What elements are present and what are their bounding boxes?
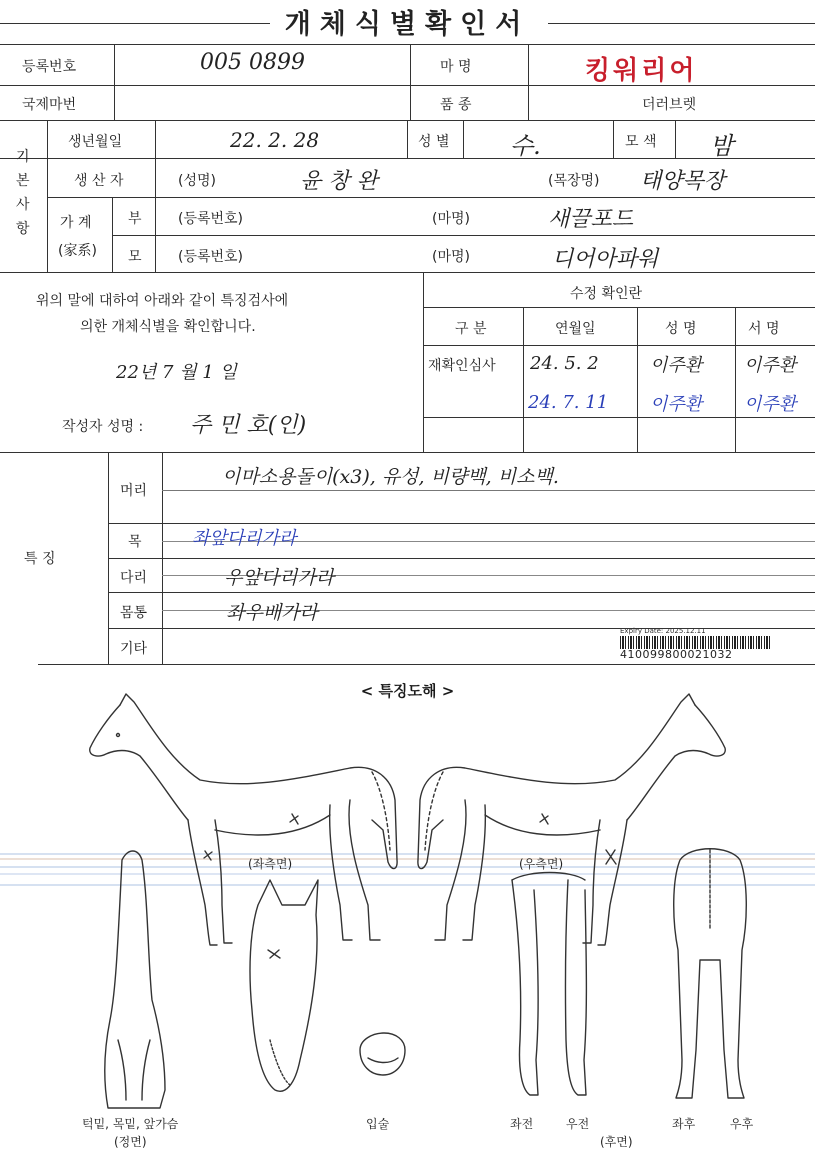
revision-header-date: 연월일 <box>555 321 596 337</box>
neck-label: 목 <box>128 534 142 550</box>
lips-caption: 입술 <box>366 1117 390 1131</box>
revision-row-sign: 이주환 <box>744 394 797 415</box>
reg-no-value: 005 0899 <box>200 50 305 75</box>
horse-rear-view <box>674 849 747 1098</box>
revision-row-type: 재확인심사 <box>428 358 496 374</box>
right-hind-caption: 우후 <box>730 1117 754 1131</box>
revision-header-sign: 서 명 <box>748 321 780 337</box>
document-title: 개체식별확인서 <box>284 9 531 40</box>
breeder-name-label: (성명) <box>178 173 216 189</box>
confirm-statement-1: 위의 말에 대하여 아래와 같이 특징검사에 <box>36 293 289 309</box>
horse-left-side <box>90 694 397 945</box>
sire-name-label: (마명) <box>432 211 470 227</box>
intl-no-label: 국제마번 <box>22 97 77 113</box>
sex-value: 수. <box>510 132 541 160</box>
dam-regno-label: (등록번호) <box>178 249 244 265</box>
barcode-expiry: Expiry Date: 2025.12.11 <box>620 627 706 635</box>
revision-row-name: 이주환 <box>650 394 703 415</box>
diagram-title: < 특징도해 > <box>360 682 455 700</box>
revision-row-date: 24. 5. 2 <box>530 353 599 374</box>
left-hind-caption: 좌후 <box>672 1117 696 1131</box>
farm-label: (목장명) <box>548 173 600 189</box>
front-caption-sub: (정면) <box>114 1135 147 1149</box>
breeder-label: 생 산 자 <box>74 173 124 189</box>
revision-row-sign: 이주환 <box>744 355 797 376</box>
barcode-number: 410099800021032 <box>620 648 733 661</box>
left-side-caption: (좌측면) <box>248 857 293 871</box>
sire-label: 부 <box>128 211 142 227</box>
pedigree-label-hanja: (家系) <box>58 243 97 259</box>
dam-label: 모 <box>128 249 142 265</box>
sex-label: 성 별 <box>418 134 450 150</box>
dam-name-label: (마명) <box>432 249 470 265</box>
horse-name-value: 킹워리어 <box>585 56 698 86</box>
farm-value: 태양목장 <box>640 169 726 194</box>
basic-section-label: 기 본 사 항 <box>16 149 30 237</box>
birth-value: 22. 2. 28 <box>230 128 320 152</box>
breeder-name-value: 윤 창 완 <box>300 169 378 194</box>
writer-value: 주 민 호(인) <box>190 413 307 438</box>
revision-row-date: 24. 7. 11 <box>528 392 609 413</box>
horse-name-label: 마 명 <box>440 59 472 75</box>
sire-name-value: 새끌포드 <box>548 207 634 232</box>
horse-front-view <box>105 851 165 1108</box>
horse-right-side <box>418 694 725 945</box>
horse-front-legs <box>512 873 586 1096</box>
head-value: 이마소용돌이(x3), 유성, 비량백, 비소백. <box>222 466 559 488</box>
coat-label: 모 색 <box>625 134 657 150</box>
birth-label: 생년월일 <box>68 134 123 150</box>
features-section-label: 특 징 <box>24 551 56 567</box>
reg-no-label: 등록번호 <box>22 59 77 75</box>
left-fore-caption: 좌전 <box>510 1117 534 1131</box>
dam-name-value: 디어아파워 <box>552 247 659 272</box>
horse-head-front <box>250 880 318 1091</box>
front-caption: 턱밑, 목밑, 앞가슴 <box>82 1117 179 1131</box>
leg-value: 우앞다리가라 <box>224 567 335 589</box>
head-label: 머리 <box>120 483 148 499</box>
right-side-caption: (우측면) <box>519 857 564 871</box>
revision-title: 수정 확인란 <box>570 286 643 302</box>
body-value: 좌우배가라 <box>226 602 318 624</box>
horse-lips <box>360 1033 405 1075</box>
writer-label: 작성자 성명 : <box>62 419 144 435</box>
confirm-statement-2: 의한 개체식별을 확인합니다. <box>80 319 256 335</box>
coat-value: 밤 <box>710 132 734 160</box>
sire-regno-label: (등록번호) <box>178 211 244 227</box>
neck-value: 좌앞다리가라 <box>192 528 297 549</box>
other-label: 기타 <box>120 641 148 657</box>
body-label: 몸통 <box>120 605 148 621</box>
revision-row-name: 이주환 <box>650 355 703 376</box>
right-fore-caption: 우전 <box>566 1117 590 1131</box>
rear-caption: (후면) <box>600 1135 633 1149</box>
confirm-date: 22년 7 월 1 일 <box>116 362 237 383</box>
leg-label: 다리 <box>120 570 148 586</box>
revision-header-type: 구 분 <box>455 321 487 337</box>
breed-label: 품 종 <box>440 97 472 113</box>
pedigree-label: 가 계 <box>60 215 92 231</box>
revision-header-name: 성 명 <box>665 321 697 337</box>
breed-value: 더러브렛 <box>642 97 697 113</box>
